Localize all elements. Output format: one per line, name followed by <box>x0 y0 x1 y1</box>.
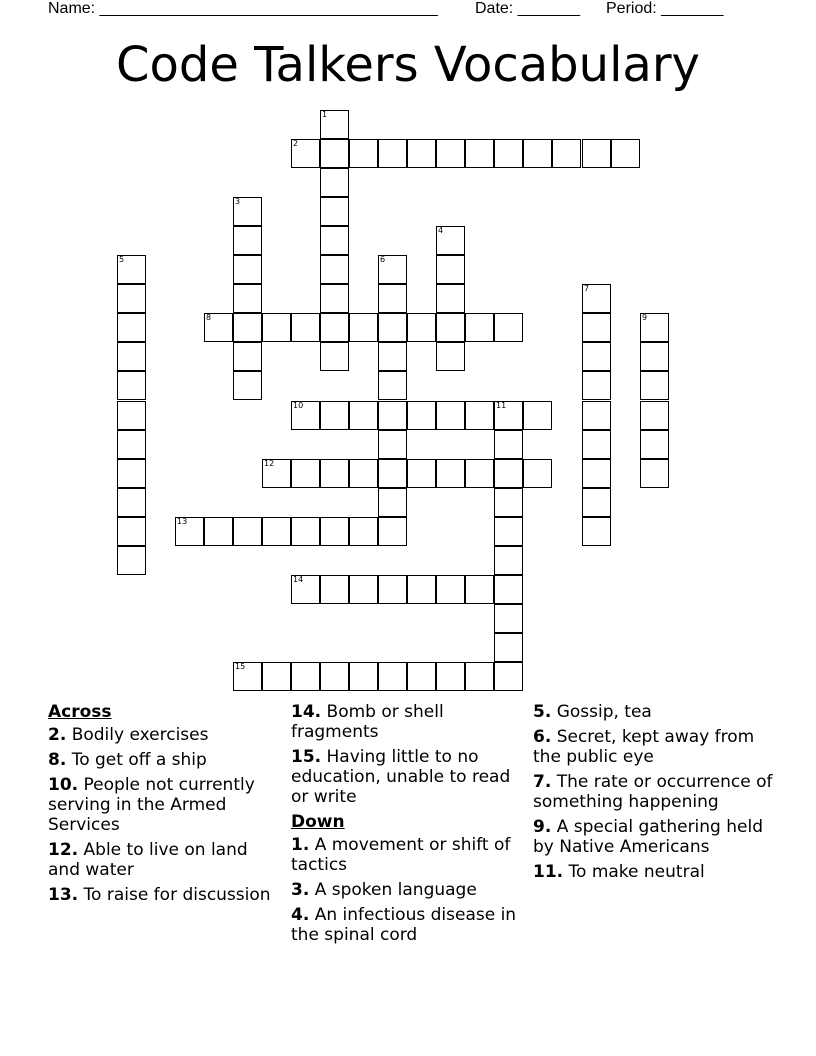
grid-cell[interactable] <box>611 139 640 168</box>
grid-cell[interactable] <box>349 401 378 430</box>
grid-cell[interactable] <box>262 517 291 546</box>
clue-number: 3 <box>235 197 241 206</box>
clue-number: 1 <box>322 110 328 119</box>
grid-cell[interactable] <box>320 342 349 371</box>
grid-cell[interactable] <box>175 517 204 546</box>
grid-cell[interactable] <box>494 430 523 459</box>
grid-cell[interactable] <box>233 517 262 546</box>
grid-cell[interactable] <box>378 459 407 488</box>
grid-cell[interactable] <box>204 313 233 342</box>
grid-cell[interactable] <box>378 313 407 342</box>
grid-cell[interactable] <box>465 139 494 168</box>
grid-cell[interactable] <box>494 604 523 633</box>
clue-across-14: 14. Bomb or shell fragments <box>291 702 444 742</box>
grid-cell[interactable] <box>233 284 262 313</box>
grid-cell[interactable] <box>465 662 494 691</box>
grid-cell[interactable] <box>582 430 611 459</box>
grid-cell[interactable] <box>465 313 494 342</box>
grid-cell[interactable] <box>407 459 436 488</box>
grid-cell[interactable] <box>117 546 146 575</box>
grid-cell[interactable] <box>494 459 523 488</box>
clue-across-13: 13. To raise for discussion <box>48 885 271 905</box>
grid-cell[interactable] <box>320 662 349 691</box>
grid-cell[interactable] <box>436 313 465 342</box>
grid-cell[interactable] <box>552 139 581 168</box>
grid-cell[interactable] <box>262 313 291 342</box>
grid-cell[interactable] <box>494 488 523 517</box>
grid-cell[interactable] <box>233 662 262 691</box>
grid-cell[interactable] <box>233 255 262 284</box>
grid-cell[interactable] <box>640 313 669 342</box>
grid-cell[interactable] <box>378 575 407 604</box>
grid-cell[interactable] <box>523 401 552 430</box>
down-heading: Down <box>291 812 345 832</box>
clue-number: 14 <box>293 575 304 584</box>
grid-cell[interactable] <box>349 459 378 488</box>
grid-cell[interactable] <box>465 401 494 430</box>
grid-cell[interactable] <box>320 168 349 197</box>
grid-cell[interactable] <box>407 575 436 604</box>
grid-cell[interactable] <box>494 575 523 604</box>
grid-cell[interactable] <box>582 284 611 313</box>
grid-cell[interactable] <box>494 633 523 662</box>
grid-cell[interactable] <box>320 110 349 139</box>
clue-down-1: 1. A movement or shift of tactics <box>291 835 511 875</box>
grid-cell[interactable] <box>378 255 407 284</box>
grid-cell[interactable] <box>378 284 407 313</box>
grid-cell[interactable] <box>233 226 262 255</box>
clue-down-6: 6. Secret, kept away from the public eye <box>533 727 755 767</box>
grid-cell[interactable] <box>320 197 349 226</box>
grid-cell[interactable] <box>640 459 669 488</box>
grid-cell[interactable] <box>436 284 465 313</box>
across-heading: Across <box>48 702 112 722</box>
grid-cell[interactable] <box>407 662 436 691</box>
clue-number: 5 <box>119 255 125 264</box>
grid-cell[interactable] <box>117 255 146 284</box>
grid-cell[interactable] <box>407 139 436 168</box>
clue-number: 2 <box>293 139 299 148</box>
grid-cell[interactable] <box>117 488 146 517</box>
grid-cell[interactable] <box>436 342 465 371</box>
clue-number: 12 <box>264 459 275 468</box>
clues-column-3 <box>533 702 773 887</box>
grid-cell[interactable] <box>407 401 436 430</box>
clue-number: 15 <box>235 662 246 671</box>
grid-cell[interactable] <box>436 662 465 691</box>
grid-cell[interactable] <box>349 313 378 342</box>
clues-column-1 <box>48 702 284 910</box>
grid-cell[interactable] <box>582 342 611 371</box>
grid-cell[interactable] <box>233 313 262 342</box>
grid-cell[interactable] <box>523 139 552 168</box>
grid-cell[interactable] <box>436 139 465 168</box>
clue-down-7: 7. The rate or occurrence of something happening <box>533 772 773 812</box>
grid-cell[interactable] <box>349 575 378 604</box>
grid-cell[interactable] <box>640 430 669 459</box>
grid-cell[interactable] <box>117 284 146 313</box>
grid-cell[interactable] <box>349 662 378 691</box>
grid-cell[interactable] <box>117 430 146 459</box>
clue-number: 4 <box>438 226 444 235</box>
grid-cell[interactable] <box>582 459 611 488</box>
grid-cell[interactable] <box>320 255 349 284</box>
grid-cell[interactable] <box>117 517 146 546</box>
grid-cell[interactable] <box>117 313 146 342</box>
grid-cell[interactable] <box>378 371 407 400</box>
grid-cell[interactable] <box>378 517 407 546</box>
clue-number: 10 <box>293 401 304 410</box>
page-title: Code Talkers Vocabulary <box>116 37 700 93</box>
grid-cell[interactable] <box>436 401 465 430</box>
grid-cell[interactable] <box>291 139 320 168</box>
grid-cell[interactable] <box>117 459 146 488</box>
clue-down-9: 9. A special gathering held by Native Americans <box>533 817 763 857</box>
grid-cell[interactable] <box>494 546 523 575</box>
grid-cell[interactable] <box>291 401 320 430</box>
grid-cell[interactable] <box>117 371 146 400</box>
grid-cell[interactable] <box>320 139 349 168</box>
grid-cell[interactable] <box>378 430 407 459</box>
name-field-label[interactable]: Name: ______________________________________ <box>48 0 438 17</box>
grid-cell[interactable] <box>117 342 146 371</box>
clue-down-5: 5. Gossip, tea <box>533 702 652 722</box>
clue-across-2: 2. Bodily exercises <box>48 725 209 745</box>
grid-cell[interactable] <box>378 342 407 371</box>
grid-cell[interactable] <box>320 226 349 255</box>
clue-across-15: 15. Having little to no education, unable to read or write <box>291 747 511 807</box>
grid-cell[interactable] <box>378 488 407 517</box>
grid-cell[interactable] <box>465 459 494 488</box>
grid-cell[interactable] <box>262 662 291 691</box>
grid-cell[interactable] <box>291 459 320 488</box>
grid-cell[interactable] <box>640 371 669 400</box>
clue-across-10: 10. People not currently serving in the Armed Services <box>48 775 255 835</box>
grid-cell[interactable] <box>291 517 320 546</box>
grid-cell[interactable] <box>582 517 611 546</box>
grid-cell[interactable] <box>494 517 523 546</box>
clues-column-2 <box>291 702 527 950</box>
grid-cell[interactable] <box>320 284 349 313</box>
grid-cell[interactable] <box>349 139 378 168</box>
grid-cell[interactable] <box>640 342 669 371</box>
grid-cell[interactable] <box>320 401 349 430</box>
grid-cell[interactable] <box>494 662 523 691</box>
grid-cell[interactable] <box>407 313 436 342</box>
grid-cell[interactable] <box>320 575 349 604</box>
grid-cell[interactable] <box>233 371 262 400</box>
clue-number: 6 <box>380 255 386 264</box>
grid-cell[interactable] <box>640 401 669 430</box>
grid-cell[interactable] <box>378 139 407 168</box>
grid-cell[interactable] <box>582 313 611 342</box>
date-field-label[interactable]: Date: _______ <box>475 0 580 17</box>
grid-cell[interactable] <box>582 139 611 168</box>
grid-cell[interactable] <box>378 401 407 430</box>
grid-cell[interactable] <box>117 401 146 430</box>
grid-cell[interactable] <box>523 459 552 488</box>
grid-cell[interactable] <box>582 401 611 430</box>
clue-number: 7 <box>584 284 590 293</box>
grid-cell[interactable] <box>436 575 465 604</box>
grid-cell[interactable] <box>465 575 494 604</box>
clue-across-8: 8. To get off a ship <box>48 750 207 770</box>
grid-cell[interactable] <box>262 459 291 488</box>
grid-cell[interactable] <box>436 459 465 488</box>
period-field-label[interactable]: Period: _______ <box>606 0 724 17</box>
grid-cell[interactable] <box>582 371 611 400</box>
grid-cell[interactable] <box>378 662 407 691</box>
clue-number: 13 <box>177 517 188 526</box>
clue-down-11: 11. To make neutral <box>533 862 705 882</box>
grid-cell[interactable] <box>494 313 523 342</box>
grid-cell[interactable] <box>291 662 320 691</box>
grid-cell[interactable] <box>233 197 262 226</box>
grid-cell[interactable] <box>582 488 611 517</box>
grid-cell[interactable] <box>320 313 349 342</box>
clue-across-12: 12. Able to live on land and water <box>48 840 248 880</box>
clue-down-3: 3. A spoken language <box>291 880 477 900</box>
grid-cell[interactable] <box>436 226 465 255</box>
clue-number: 8 <box>206 313 212 322</box>
clue-down-4: 4. An infectious disease in the spinal cord <box>291 905 517 945</box>
grid-cell[interactable] <box>320 459 349 488</box>
grid-cell[interactable] <box>436 255 465 284</box>
grid-cell[interactable] <box>320 517 349 546</box>
grid-cell[interactable] <box>233 342 262 371</box>
grid-cell[interactable] <box>291 313 320 342</box>
grid-cell[interactable] <box>349 517 378 546</box>
clue-number: 11 <box>496 401 507 410</box>
grid-cell[interactable] <box>494 401 523 430</box>
grid-cell[interactable] <box>204 517 233 546</box>
grid-cell[interactable] <box>291 575 320 604</box>
grid-cell[interactable] <box>494 139 523 168</box>
clue-number: 9 <box>642 313 648 322</box>
